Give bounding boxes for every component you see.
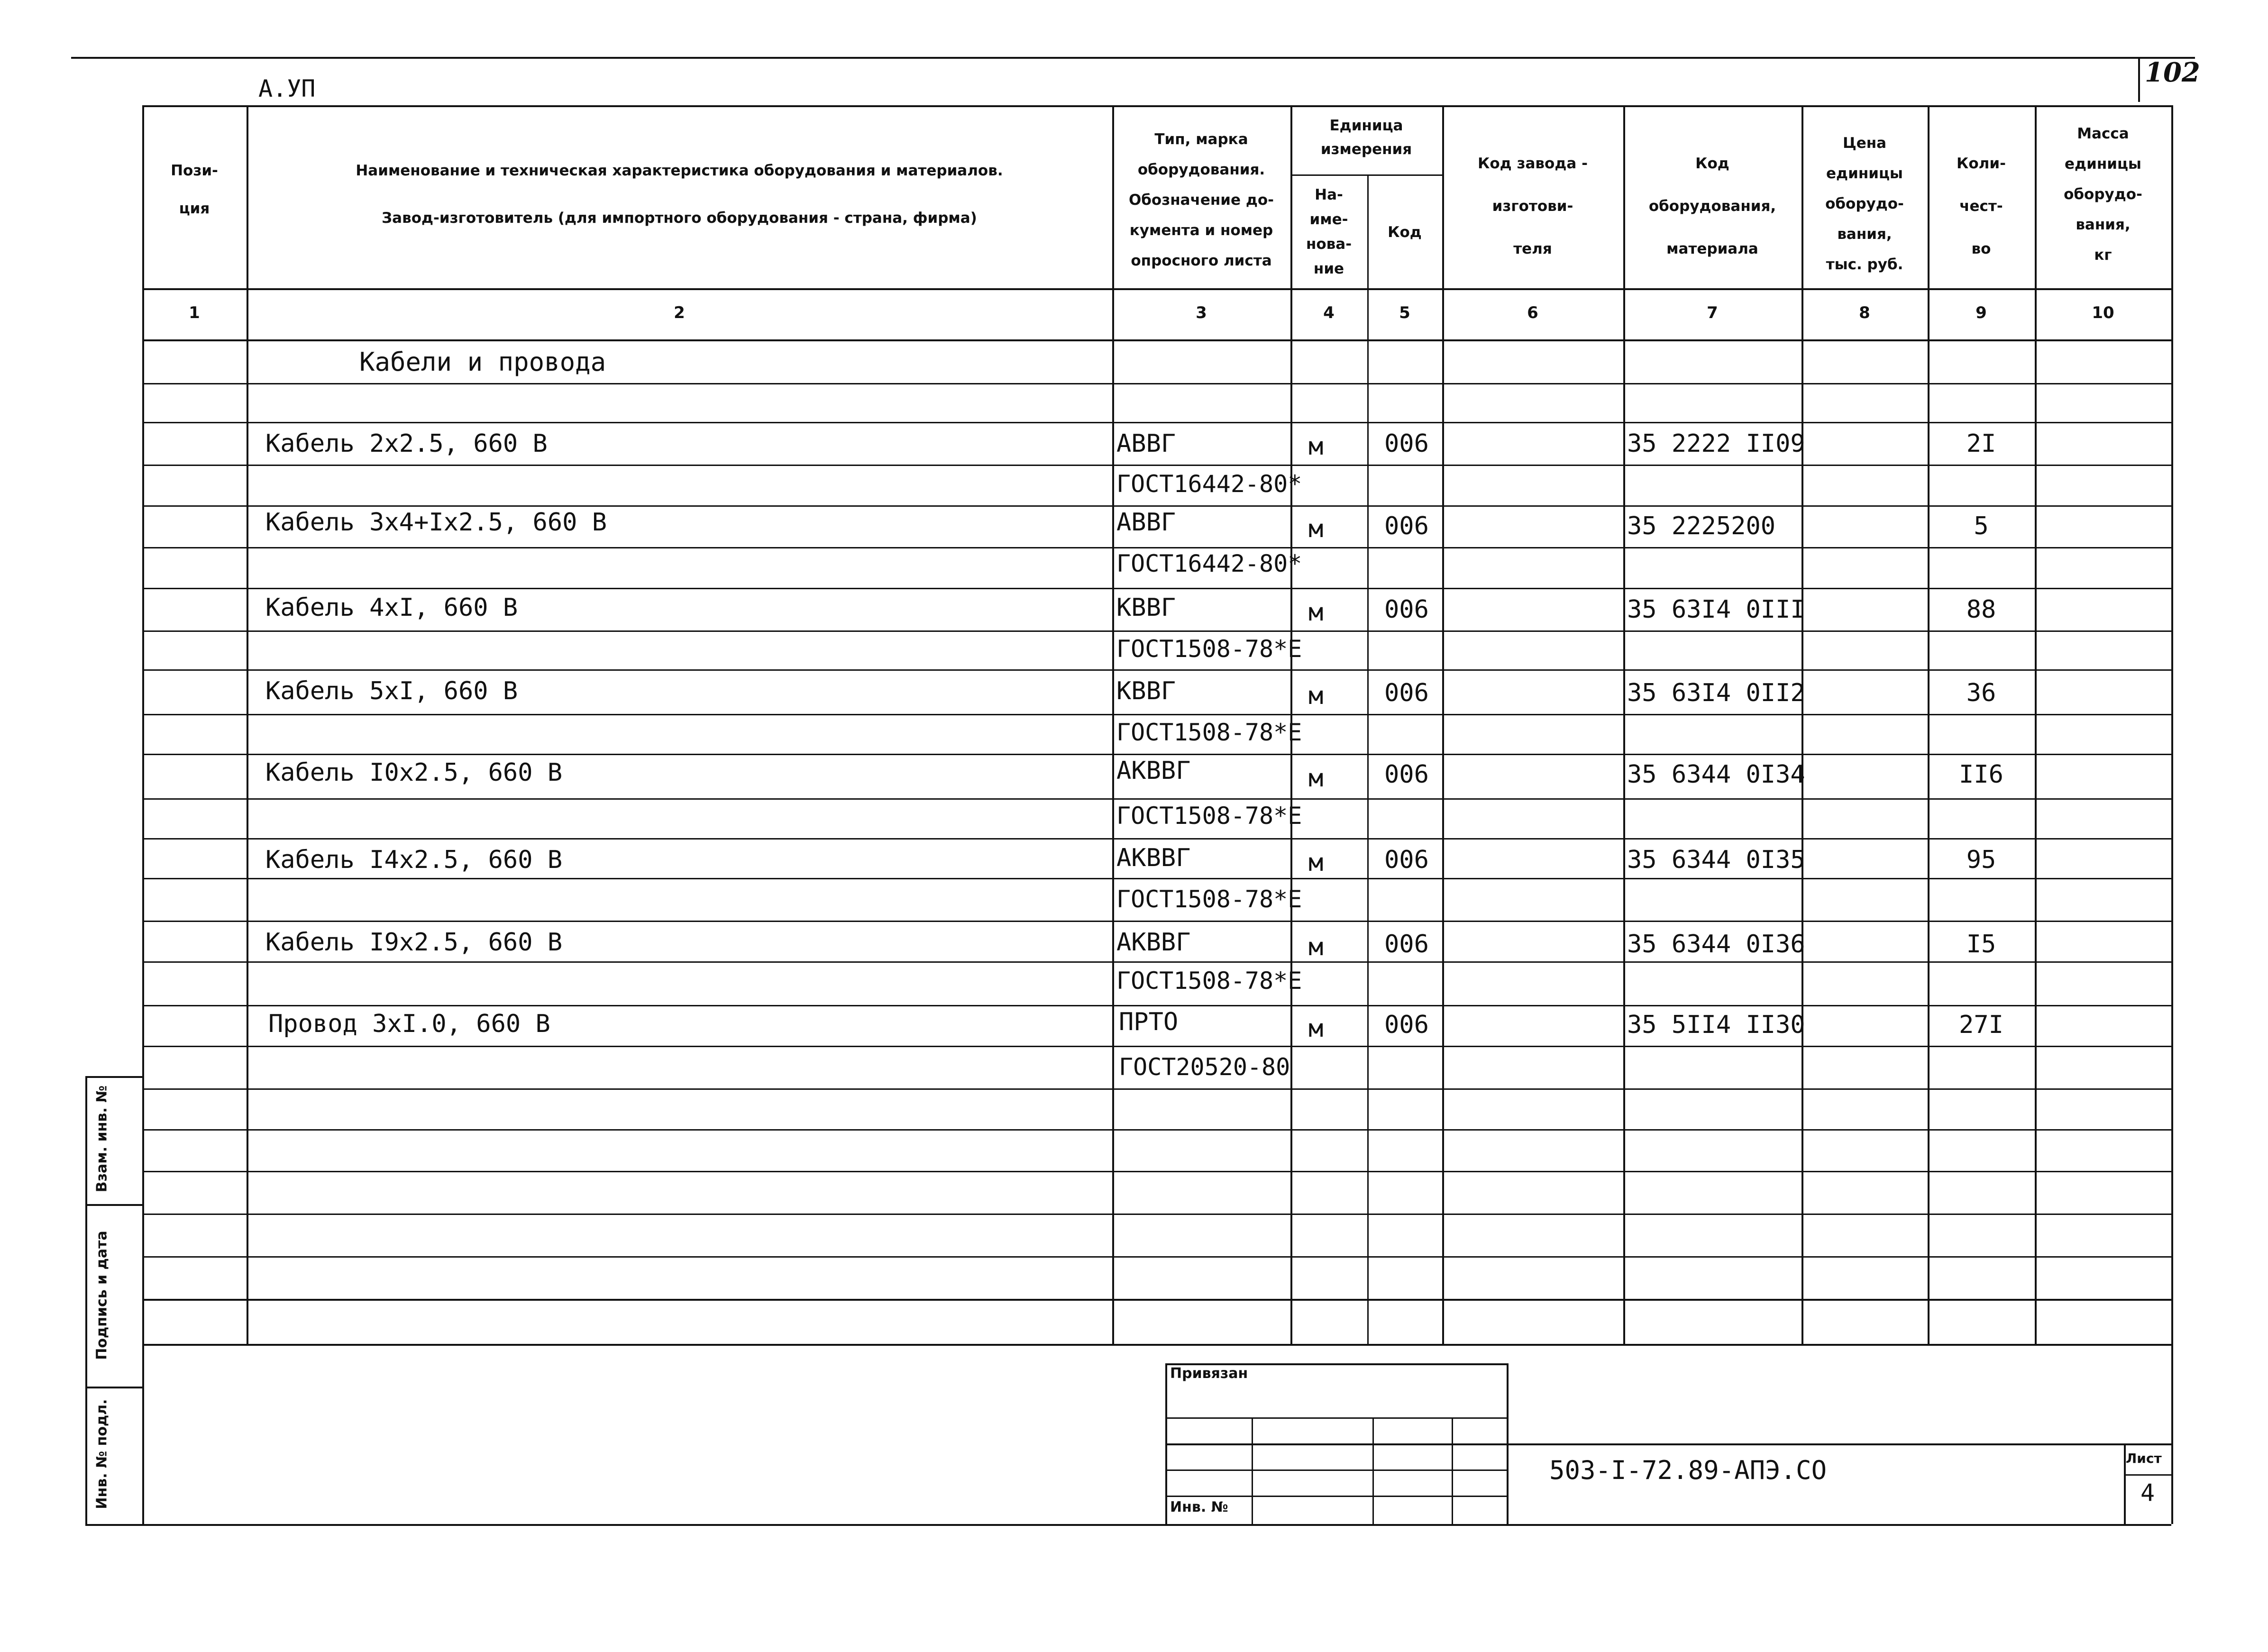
item-code: 006 [1384, 760, 1429, 789]
item-type: АВВГ [1116, 429, 1176, 458]
item-qty: 2I [1966, 429, 1996, 458]
item-doc: ГОСТ1508-78*Е [1116, 719, 1302, 746]
sheet-number: 4 [2140, 1479, 2155, 1506]
item-doc: ГОСТ16442-80* [1116, 550, 1302, 577]
sheet-label: Лист [2126, 1451, 2162, 1466]
item-type: АКВВГ [1116, 928, 1191, 957]
item-unit: м [1308, 515, 1324, 543]
item-equip-code: 35 63I4 0II2 [1627, 679, 1805, 707]
item-qty: 27I [1959, 1011, 2003, 1039]
header-name: Наименование и техническая характеристика оборудования и материалов. Завод-изготовитель (для импортного оборудования - страна, фирма) [356, 162, 1003, 227]
header-factory-code: Код завода - изготови- теля [1478, 155, 1588, 257]
item-type: АВВГ [1116, 508, 1176, 537]
item-qty: 88 [1966, 595, 1996, 624]
item-qty: 5 [1974, 512, 1989, 540]
item-unit: м [1308, 849, 1324, 877]
item-code: 006 [1384, 595, 1429, 624]
item-name: Кабель 3х4+Iх2.5, 660 В [265, 508, 607, 537]
item-unit: м [1308, 1014, 1324, 1043]
item-doc: ГОСТ1508-78*Е [1116, 635, 1302, 663]
item-doc: ГОСТ20520-80 [1119, 1053, 1290, 1081]
item-name: Кабель 4хI, 660 В [265, 593, 518, 622]
item-type: АКВВГ [1116, 844, 1191, 872]
item-type: ПРТО [1119, 1008, 1179, 1036]
header-price: Цена единицы оборудо- вания, тыс. руб. [1825, 135, 1904, 273]
item-equip-code: 35 5II4 II30 [1627, 1011, 1805, 1039]
top-rule [71, 57, 2195, 59]
item-code: 006 [1384, 930, 1429, 958]
header-qty: Коли- чест- во [1957, 155, 2006, 257]
header-unit-group: Единица измерения [1320, 117, 1412, 158]
item-name: Кабель I0х2.5, 660 В [265, 758, 563, 787]
item-code: 006 [1384, 1011, 1429, 1039]
item-code: 006 [1384, 846, 1429, 874]
item-qty: I5 [1966, 930, 1996, 958]
header-type: Тип, марка оборудования. Обозначение до- кумента и номер опросного листа [1128, 131, 1274, 269]
item-unit: м [1308, 764, 1324, 793]
header-equip-code: Код оборудования, материала [1648, 155, 1776, 257]
item-qty: 36 [1966, 679, 1996, 707]
page-number-box [2138, 57, 2140, 102]
header-unit-code: Код [1388, 224, 1422, 241]
item-type: АКВВГ [1116, 757, 1191, 785]
item-equip-code: 35 6344 0I34 [1627, 760, 1805, 789]
item-type: КВВГ [1116, 593, 1176, 622]
item-unit: м [1308, 432, 1324, 461]
item-qty: II6 [1959, 760, 2003, 789]
item-doc: ГОСТ1508-78*Е [1116, 967, 1302, 995]
item-doc: ГОСТ1508-78*Е [1116, 802, 1302, 830]
item-equip-code: 35 6344 0I36 [1627, 930, 1805, 958]
binding-label: Привязан [1170, 1365, 1248, 1382]
inv-label: Инв. № [1170, 1499, 1228, 1515]
header-position: Пози- ция [171, 162, 218, 217]
header-mass: Масса единицы оборудо- вания, кг [2064, 125, 2142, 264]
item-name: Кабель I4х2.5, 660 В [265, 846, 563, 874]
item-equip-code: 35 6344 0I35 [1627, 846, 1805, 874]
item-name: Кабель I9х2.5, 660 В [265, 928, 563, 957]
item-code: 006 [1384, 429, 1429, 458]
item-unit: м [1308, 933, 1324, 961]
item-code: 006 [1384, 679, 1429, 707]
item-equip-code: 35 63I4 0III [1627, 595, 1805, 624]
item-name: Провод 3хI.0, 660 В [268, 1010, 550, 1038]
side-vzam-label: Взам. инв. № [93, 1085, 110, 1193]
side-inv-podl-label: Инв. № подл. [93, 1399, 110, 1509]
item-unit: м [1308, 682, 1324, 710]
item-qty: 95 [1966, 846, 1996, 874]
item-doc: ГОСТ1508-78*Е [1116, 885, 1302, 913]
item-code: 006 [1384, 512, 1429, 540]
item-equip-code: 35 2222 II09 [1627, 429, 1805, 458]
item-type: КВВГ [1116, 677, 1176, 705]
item-doc: ГОСТ16442-80* [1116, 470, 1302, 498]
item-name: Кабель 5хI, 660 В [265, 677, 518, 705]
item-unit: м [1308, 598, 1324, 627]
section-title: Кабели и провода [359, 347, 606, 377]
document-code: 503-I-72.89-АПЭ.СО [1549, 1455, 1827, 1485]
item-name: Кабель 2х2.5, 660 В [265, 429, 548, 458]
page-number: 102 [2145, 57, 2200, 88]
side-podpis-label: Подпись и дата [93, 1231, 110, 1360]
item-equip-code: 35 2225200 [1627, 512, 1776, 540]
corner-code: А.УП [258, 75, 316, 102]
header-unit-name: На- име- нова- ние [1306, 186, 1352, 277]
